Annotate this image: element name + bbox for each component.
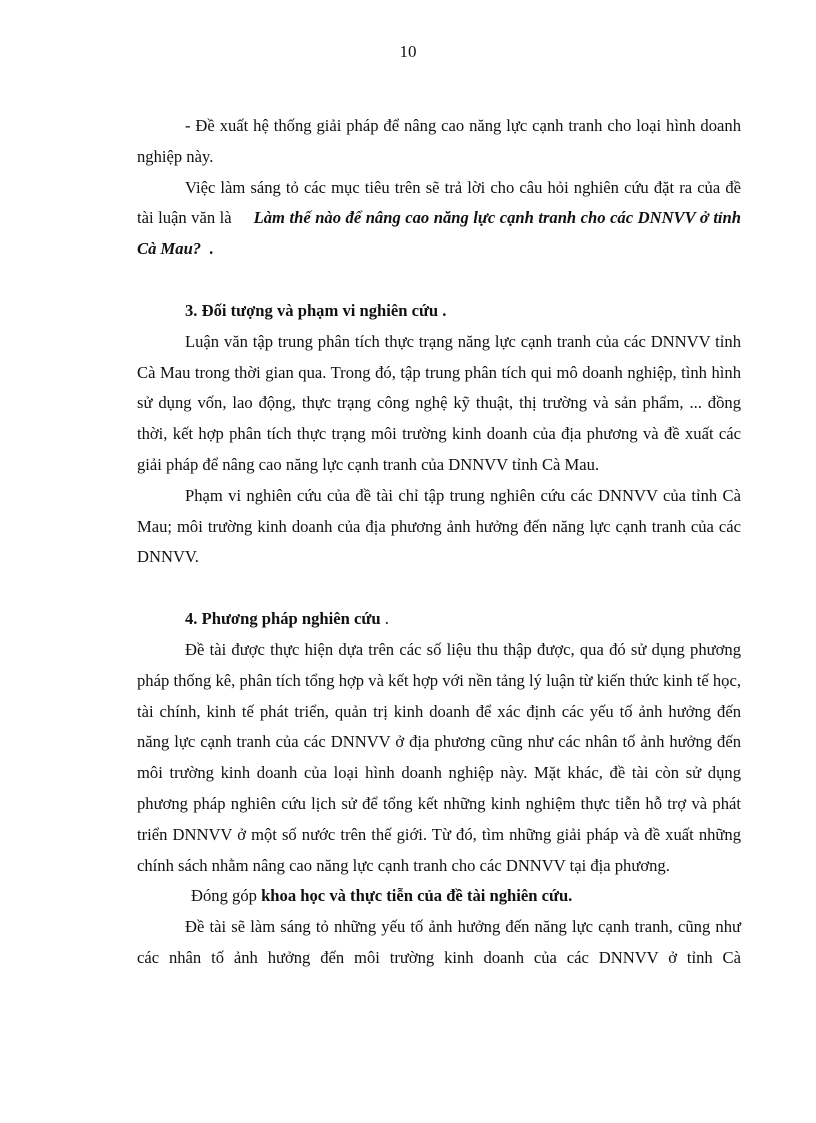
paragraph-contribution-heading: [137, 881, 741, 912]
paragraph-objective-proposal: - Đề xuất hệ thống giải pháp để nâng cao năng lực cạnh tranh cho loại hình doanh nghiệp này.: [137, 116, 741, 166]
paragraph-contribution: Đề tài sẽ làm sáng tỏ những yếu tố ảnh hưởng đến năng lực cạnh tranh, cũng như các nhân tố ảnh hưởng đến môi trường kinh doanh của các DNNVV ở tỉnh Cà: [137, 917, 741, 967]
paragraph-research-scope: Phạm vi nghiên cứu của đề tài chỉ tập trung nghiên cứu các DNNVV của tỉnh Cà Mau; môi trường kinh doanh của địa phương ảnh hưởng đến năng lực cạnh tranh của các DNNVV.: [137, 485, 741, 567]
contribution-bold: khoa học và thực tiễn của đề tài nghiên cứu.: [261, 886, 573, 906]
research-question-lead: Việc làm sáng tỏ các mục tiêu trên sẽ trả lời cho câu hỏi nghiên cứu đặt ra của đề tài luận văn là: [137, 177, 741, 228]
paragraph-research-question: [137, 173, 741, 265]
section-heading-3: 3. Đối tượng và phạm vi nghiên cứu .: [185, 300, 447, 320]
section-heading-4: [137, 604, 741, 635]
paragraph-research-subject: Luận văn tập trung phân tích thực trạng năng lực cạnh tranh của các DNNVV tỉnh Cà Mau trong thời gian qua. Trong đó, tập trung phân tích qui mô doanh nghiệp, tình hình sử dụng vốn, lao động, thực trạng công nghệ kỹ thuật, thị trường và sản phẩm, ... đồng thời, kết hợp phân tích thực trạng môi trường kinh doanh của địa phương và đề xuất các giải pháp để nâng cao năng lực cạnh tranh của DNNVV tỉnh Cà Mau.: [137, 331, 741, 474]
contribution-lead: Đóng góp: [191, 886, 257, 906]
research-question-end: .: [209, 239, 214, 259]
page-number: 10: [399, 42, 417, 61]
body-text: [137, 111, 741, 974]
section-heading-4-end: .: [384, 609, 389, 629]
section-heading-4-title: 4. Phương pháp nghiên cứu: [185, 609, 381, 629]
paragraph-research-method: Đề tài được thực hiện dựa trên các số liệu thu thập được, qua đó sử dụng phương pháp thống kê, phân tích tổng hợp và kết hợp với nền tảng lý luận từ kiến thức kinh tế học, tài chính, kinh tế phát triển, quản trị kinh doanh để xác định các yếu tố ảnh hưởng đến năng lực cạnh tranh của các DNNVV ở địa phương cũng như các nhân tố ảnh hưởng đến môi trường kinh doanh của loại hình doanh nghiệp này. Mặt khác, đề tài còn sử dụng phương pháp nghiên cứu lịch sử để tổng kết những kinh nghiệm thực tiễn hỗ trợ và phát triển DNNVV ở một số nước trên thế giới. Từ đó, tìm những giải pháp và đề xuất những chính sách nhằm nâng cao năng lực cạnh tranh cho các DNNVV tại địa phương.: [137, 639, 741, 875]
research-question-text: Làm thế nào để nâng cao năng lực cạnh tranh cho các DNNVV ở tỉnh Cà Mau?: [137, 208, 741, 259]
